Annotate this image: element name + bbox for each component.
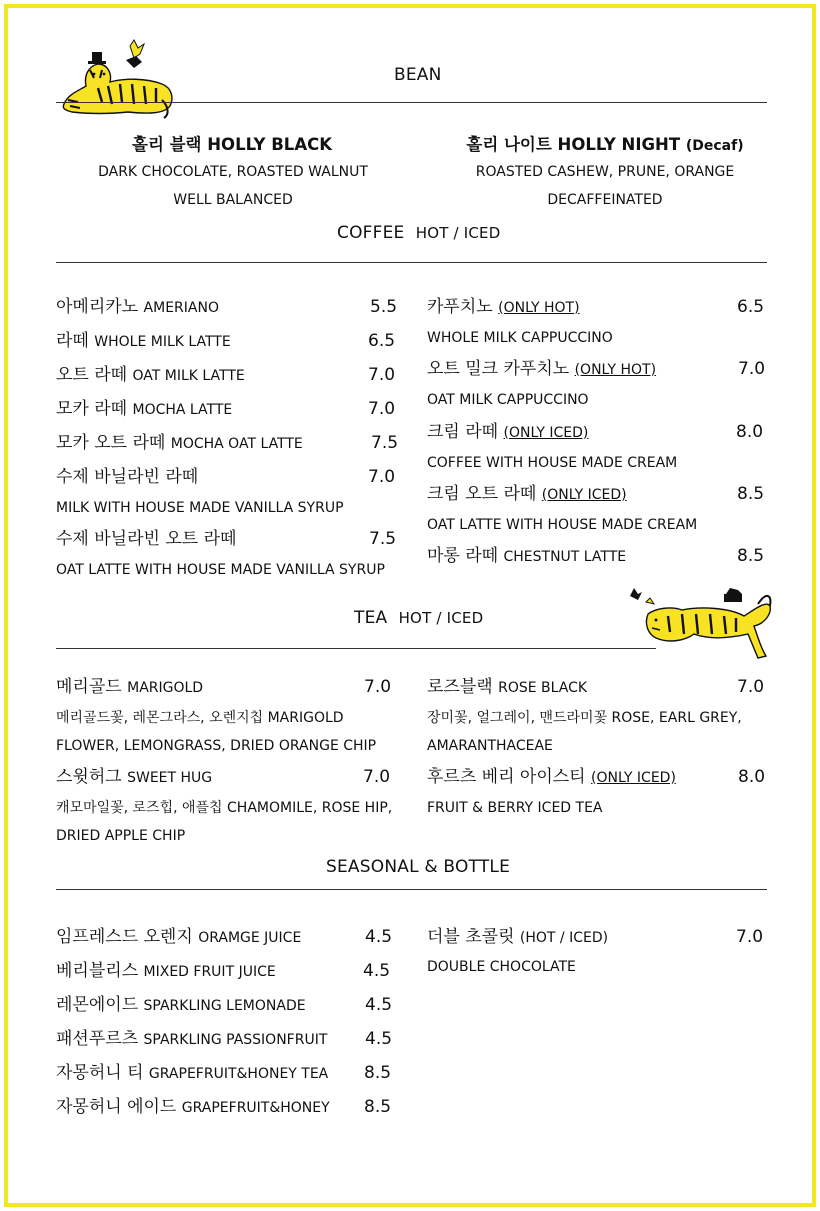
bean-divider (56, 102, 767, 103)
menu-item-lemonade (56, 994, 306, 1017)
section-title-label: TEA (354, 608, 388, 628)
menu-item-mixed-fruit-juice (56, 960, 276, 983)
menu-item-cream-latte (427, 421, 588, 444)
availability-tag: (ONLY ICED) (591, 770, 676, 786)
section-subtitle: HOT / ICED (415, 224, 501, 242)
menu-item-grapefruit-honey-ade (56, 1096, 330, 1119)
item-name-ko: 스윗허그 (56, 767, 122, 787)
item-name-ko: 패션푸르츠 (56, 1029, 139, 1049)
menu-item-passionfruit (56, 1028, 327, 1051)
item-price: 8.0 (736, 422, 764, 442)
item-name-ko: 오트 라떼 (56, 365, 128, 385)
item-name-ko: 더블 초콜릿 (427, 927, 515, 947)
item-description: FLOWER, LEMONGRASS, DRIED ORANGE CHIP (56, 738, 377, 754)
menu-item-mocha-latte (56, 398, 232, 421)
item-name-ko: 후르츠 베리 아이스티 (427, 767, 586, 787)
menu-item-cappuccino (427, 296, 580, 319)
decaf-tag: (Decaf) (685, 138, 744, 154)
item-name-ko: 레몬에이드 (56, 995, 139, 1015)
item-price: 7.0 (368, 467, 396, 487)
item-name-en: ORAMGE JUICE (198, 930, 302, 946)
item-price: 7.0 (368, 365, 396, 385)
coffee-divider (56, 262, 767, 263)
item-name-en: (HOT / ICED) (519, 930, 609, 946)
item-name-ko: 라떼 (56, 331, 89, 351)
tiger-with-top-hat-icon (58, 40, 176, 122)
bean-section-title: BEAN (394, 65, 442, 85)
menu-item-grapefruit-honey-tea (56, 1062, 328, 1085)
menu-item-vanilla-latte (56, 466, 198, 488)
item-name-en: SWEET HUG (127, 770, 213, 786)
bean-name-holly-night (465, 131, 745, 155)
item-price: 6.5 (368, 331, 396, 351)
section-title-label: COFFEE (337, 223, 405, 243)
menu-item-cream-oat-latte (427, 483, 627, 506)
item-name-ko: 수제 바닐라빈 오트 라떼 (56, 529, 237, 549)
menu-item-marigold (56, 676, 203, 699)
item-name-en: SPARKLING PASSIONFRUIT (143, 1032, 328, 1048)
menu-item-americano (56, 296, 219, 319)
item-description: 장미꽃, 얼그레이, 맨드라미꽃 ROSE, EARL GREY, (427, 710, 742, 726)
leaping-tiger-icon (626, 584, 776, 662)
menu-item-chestnut-latte (427, 545, 626, 568)
menu-item-double-chocolate (427, 926, 608, 949)
item-name-ko: 자몽허니 티 (56, 1063, 144, 1083)
item-description: FRUIT & BERRY ICED TEA (427, 800, 603, 816)
item-price: 8.5 (737, 546, 765, 566)
tea-section-title (354, 608, 483, 628)
item-price: 8.5 (364, 1063, 392, 1083)
coffee-section-title (337, 223, 500, 243)
item-name-ko: 로즈블랙 (427, 677, 493, 697)
item-description: OAT MILK CAPPUCCINO (427, 392, 589, 408)
item-name-ko: 임프레스드 오렌지 (56, 927, 193, 947)
item-name-en: GRAPEFRUIT&HONEY TEA (148, 1066, 329, 1082)
item-price: 7.5 (369, 529, 397, 549)
item-name-ko: 모카 라떼 (56, 399, 128, 419)
item-name-en: OAT MILK LATTE (132, 368, 245, 384)
item-name-ko: 크림 라떼 (427, 422, 499, 442)
item-price: 8.0 (738, 767, 766, 787)
seasonal-divider (56, 889, 767, 890)
menu-item-oat-latte (56, 364, 245, 387)
item-price: 7.0 (736, 927, 764, 947)
menu-item-fruit-berry-iced-tea (427, 766, 676, 789)
item-name-en: SPARKLING LEMONADE (143, 998, 306, 1014)
bean-note: WELL BALANCED (173, 192, 293, 208)
bean-name-label: 홀리 나이트 HOLLY NIGHT (466, 135, 681, 154)
seasonal-section-title: SEASONAL & BOTTLE (326, 857, 511, 877)
item-name-ko: 카푸치노 (427, 297, 493, 317)
item-name-en: MOCHA LATTE (132, 402, 233, 418)
item-price: 7.0 (364, 677, 392, 697)
item-name-en: AMERIANO (143, 300, 219, 316)
item-description: AMARANTHACEAE (427, 738, 553, 754)
menu-item-oat-cappuccino (427, 358, 656, 381)
item-name-en: MOCHA OAT LATTE (170, 436, 303, 452)
item-price: 7.0 (363, 767, 391, 787)
bean-note: DARK CHOCOLATE, ROASTED WALNUT (98, 164, 368, 180)
item-name-en: CHESTNUT LATTE (503, 549, 627, 565)
bean-note: ROASTED CASHEW, PRUNE, ORANGE (475, 164, 735, 180)
item-price: 6.5 (737, 297, 765, 317)
item-price: 5.5 (370, 297, 398, 317)
item-price: 4.5 (365, 1029, 393, 1049)
item-description: DOUBLE CHOCOLATE (427, 959, 576, 975)
item-name-en: GRAPEFRUIT&HONEY (181, 1100, 330, 1116)
item-description: OAT LATTE WITH HOUSE MADE VANILLA SYRUP (56, 562, 385, 578)
item-name-ko: 수제 바닐라빈 라떼 (56, 467, 199, 487)
item-description: WHOLE MILK CAPPUCCINO (427, 330, 613, 346)
item-description: 메리골드꽃, 레몬그라스, 오렌지칩 MARIGOLD (56, 710, 344, 726)
item-name-ko: 마롱 라떼 (427, 546, 499, 566)
item-price: 7.0 (737, 677, 765, 697)
item-description: DRIED APPLE CHIP (56, 828, 186, 844)
item-name-ko: 아메리카노 (56, 297, 139, 317)
item-description: MILK WITH HOUSE MADE VANILLA SYRUP (56, 500, 344, 516)
availability-tag: (ONLY ICED) (503, 425, 589, 441)
bean-note: DECAFFEINATED (547, 192, 663, 208)
item-name-ko: 베리블리스 (56, 961, 139, 981)
item-price: 4.5 (365, 927, 393, 947)
item-name-en: MARIGOLD (127, 680, 204, 696)
item-description: COFFEE WITH HOUSE MADE CREAM (427, 455, 678, 471)
item-name-ko: 자몽허니 에이드 (56, 1097, 177, 1117)
item-name-ko: 오트 밀크 카푸치노 (427, 359, 570, 379)
item-name-en: ROSE BLACK (498, 680, 588, 696)
menu-item-latte (56, 330, 231, 353)
availability-tag: (ONLY HOT) (574, 362, 657, 378)
item-name-ko: 메리골드 (56, 677, 122, 697)
item-price: 7.5 (371, 433, 399, 453)
item-price: 8.5 (364, 1097, 392, 1117)
item-name-en: WHOLE MILK LATTE (94, 334, 231, 350)
availability-tag: (ONLY HOT) (498, 300, 580, 316)
item-description: 캐모마일꽃, 로즈힙, 애플칩 CHAMOMILE, ROSE HIP, (56, 800, 393, 816)
item-name-en: MIXED FRUIT JUICE (143, 964, 276, 980)
item-price: 8.5 (737, 484, 765, 504)
item-name-ko: 모카 오트 라떼 (56, 433, 166, 453)
tea-divider (56, 648, 656, 649)
item-name-ko: 크림 오트 라떼 (427, 484, 537, 504)
item-price: 4.5 (363, 961, 391, 981)
section-subtitle: HOT / ICED (398, 609, 484, 627)
item-price: 7.0 (368, 399, 396, 419)
availability-tag: (ONLY ICED) (541, 487, 627, 503)
bean-name-holly-black: 홀리 블랙 HOLLY BLACK (132, 135, 332, 154)
item-description: OAT LATTE WITH HOUSE MADE CREAM (427, 517, 698, 533)
menu-item-orange-juice (56, 926, 301, 949)
menu-item-sweet-hug (56, 766, 212, 789)
menu-item-mocha-oat-latte (56, 432, 303, 455)
menu-item-vanilla-oat-latte (56, 528, 236, 550)
item-price: 7.0 (738, 359, 766, 379)
menu-item-rose-black (427, 676, 587, 699)
item-price: 4.5 (365, 995, 393, 1015)
